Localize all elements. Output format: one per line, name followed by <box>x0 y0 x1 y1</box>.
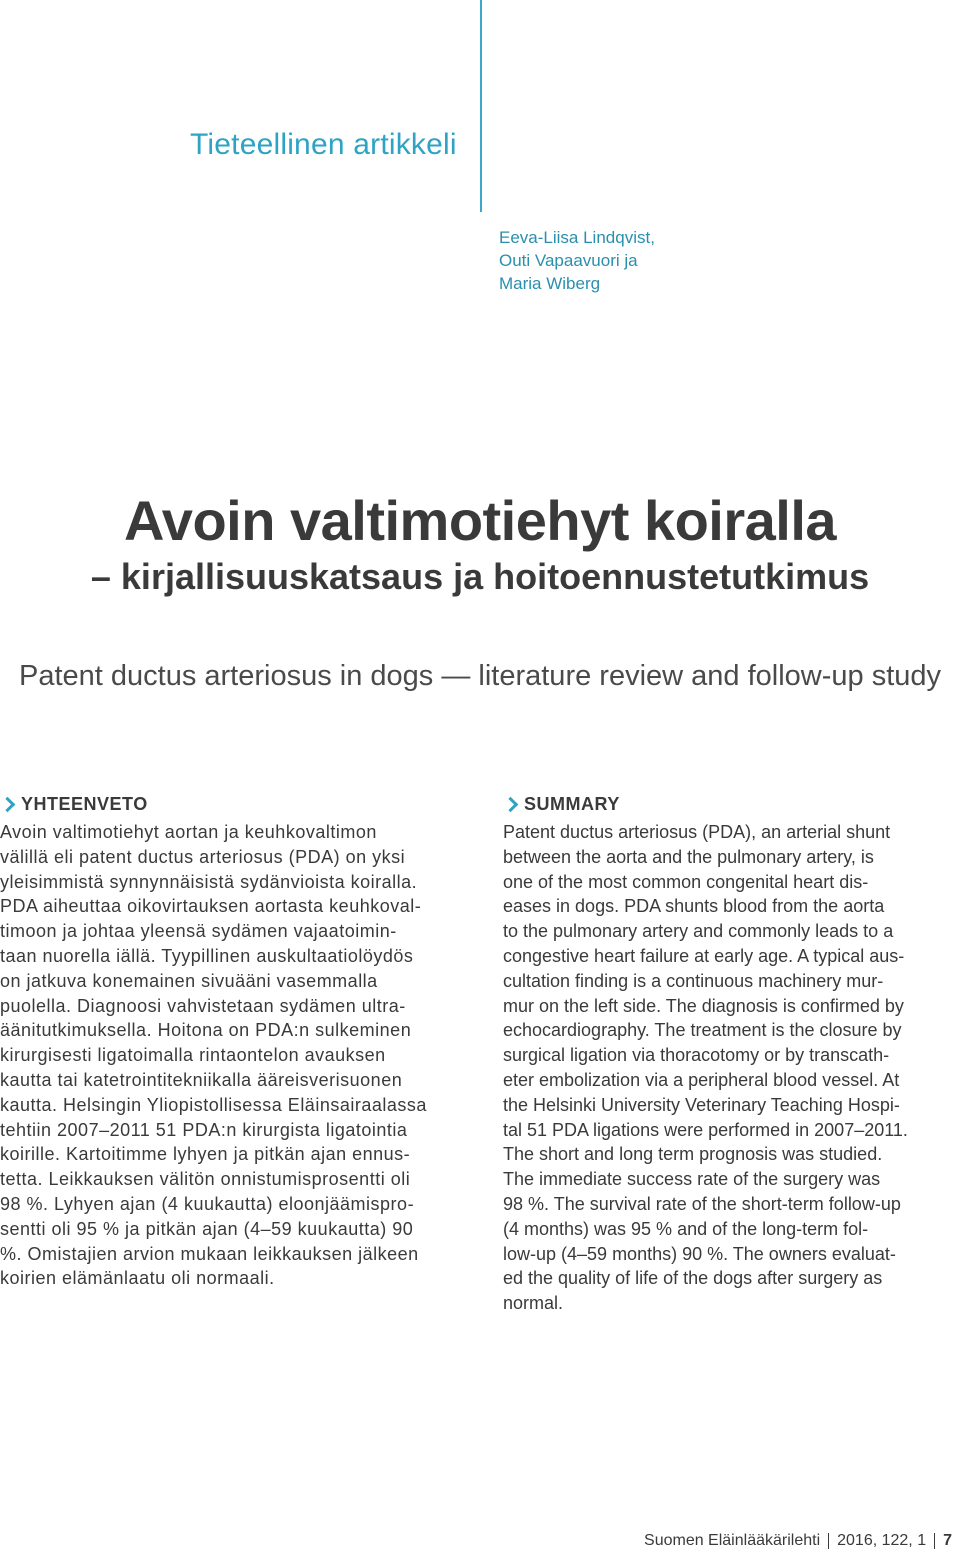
body-text-line: Patent ductus arteriosus (PDA), an arterial shunt <box>503 822 891 842</box>
journal-issue: 2016, 122, 1 <box>837 1532 927 1549</box>
body-text-line: (4 months) was 95 % and of the long-term fol- <box>503 1218 869 1239</box>
body-text-line: low-up (4–59 months) 90 %. The owners evaluat- <box>503 1243 896 1264</box>
summary-heading-label: SUMMARY <box>524 793 620 814</box>
article-title: Avoin valtimotiehyt koiralla <box>123 489 837 552</box>
body-text-line: echocardiography. The treatment is the closure by <box>503 1020 902 1041</box>
chevron-right-icon <box>0 796 15 812</box>
page-number: 7 <box>943 1532 952 1549</box>
body-text-line: ed the quality of life of the dogs after surgery as <box>503 1268 883 1289</box>
body-text-line: välillä eli patent ductus arteriosus (PDA) on yksi <box>0 846 406 867</box>
footer-separator <box>934 1533 935 1549</box>
body-text-line: koirien elämänlaatu oli normaali. <box>0 1268 275 1289</box>
body-text-line: timoon ja johtaa yleensä sydämen vajaatoimin- <box>0 921 397 942</box>
body-text-line: kirurgisesti ligatoimalla rintaontelon avauksen <box>0 1045 386 1066</box>
body-text-line: koirille. Kartoitimme lyhyen ja pitkän ajan ennus- <box>0 1144 411 1165</box>
article-subtitle: – kirjallisuuskatsaus ja hoitoennustetutkimus <box>90 556 870 597</box>
body-text-line: yleisimmistä synnynnäisistä sydänvioista koiralla. <box>0 871 418 892</box>
body-text-line: mur on the left side. The diagnosis is confirmed by <box>503 995 904 1016</box>
body-text-line: cultation finding is a continuous machinery mur- <box>503 970 884 991</box>
body-text-line: tetta. Leikkauksen välitön onnistumisprosentti oli <box>0 1169 411 1190</box>
page-footer <box>644 1532 952 1550</box>
summary-body <box>503 820 959 1316</box>
body-text-line: eter embolization via a peripheral blood vessel. At <box>503 1069 900 1090</box>
body-text-line: %. Omistajien arvion mukaan leikkauksen jälkeen <box>0 1243 419 1264</box>
section-label: Tieteellinen artikkeli <box>190 128 457 161</box>
chevron-right-icon <box>503 796 519 812</box>
body-text-line: kautta tai katetrointitekniikalla ääreisverisuonen <box>0 1069 403 1090</box>
yhteenveto-heading-label: YHTEENVETO <box>21 793 148 814</box>
body-text-line: the Helsinki University Veterinary Teaching Hospi- <box>503 1094 900 1115</box>
body-text-line: tehtiin 2007–2011 51 PDA:n kirurgista ligatointia <box>0 1119 408 1140</box>
body-text-line: PDA aiheuttaa oikovirtauksen aortasta keuhkoval- <box>0 896 422 917</box>
body-text-line: The immediate success rate of the surgery was <box>503 1169 881 1190</box>
body-text-line: sentti oli 95 % ja pitkän ajan (4–59 kuukautta) 90 <box>0 1218 414 1239</box>
body-text-line: kautta. Helsingin Yliopistollisessa Eläinsairaalassa <box>0 1094 427 1115</box>
body-text-line: on jatkuva konemainen sivuääni vasemmalla <box>0 970 378 991</box>
body-text-line: between the aorta and the pulmonary artery, is <box>503 846 874 867</box>
body-text-line: tal 51 PDA ligations were performed in 2007–2011. <box>503 1119 908 1140</box>
author-list <box>499 226 655 295</box>
body-text-line: surgical ligation via thoracotomy or by transcath- <box>503 1045 890 1066</box>
body-text-line: taan nuorella iällä. Tyypillinen auskultaatiolöydös <box>0 945 414 966</box>
author-line: Eeva-Liisa Lindqvist, <box>499 228 655 247</box>
body-text-line: congestive heart failure at early age. A typical aus- <box>503 945 905 966</box>
summary-column <box>503 792 959 1316</box>
body-text-line: 98 %. The survival rate of the short-term follow-up <box>503 1193 901 1214</box>
body-text-line: The short and long term prognosis was studied. <box>503 1144 883 1165</box>
body-text-line: normal. <box>503 1293 564 1314</box>
yhteenveto-body <box>0 820 456 1291</box>
yhteenveto-heading <box>0 792 456 816</box>
author-line: Maria Wiberg <box>499 274 601 293</box>
body-text-line: puolella. Diagnoosi vahvistetaan sydämen ultra- <box>0 995 406 1016</box>
body-text-line: äänitutkimuksella. Hoitona on PDA:n sulkeminen <box>0 1020 412 1041</box>
journal-name: Suomen Eläinlääkärilehti <box>644 1532 821 1549</box>
header-divider-line <box>480 0 482 212</box>
author-line: Outi Vapaavuori ja <box>499 251 638 270</box>
body-text-line: 98 %. Lyhyen ajan (4 kuukautta) eloonjäämispro- <box>0 1193 415 1214</box>
body-text-line: eases in dogs. PDA shunts blood from the aorta <box>503 896 885 917</box>
yhteenveto-column <box>0 792 456 1291</box>
body-text-line: one of the most common congenital heart dis- <box>503 871 869 892</box>
body-text-line: Avoin valtimotiehyt aortan ja keuhkovaltimon <box>0 822 377 842</box>
body-text-line: to the pulmonary artery and commonly leads to a <box>503 921 894 942</box>
summary-heading <box>503 792 959 816</box>
english-title: Patent ductus arteriosus in dogs — literature review and follow-up study <box>18 660 942 692</box>
footer-separator <box>828 1533 829 1549</box>
